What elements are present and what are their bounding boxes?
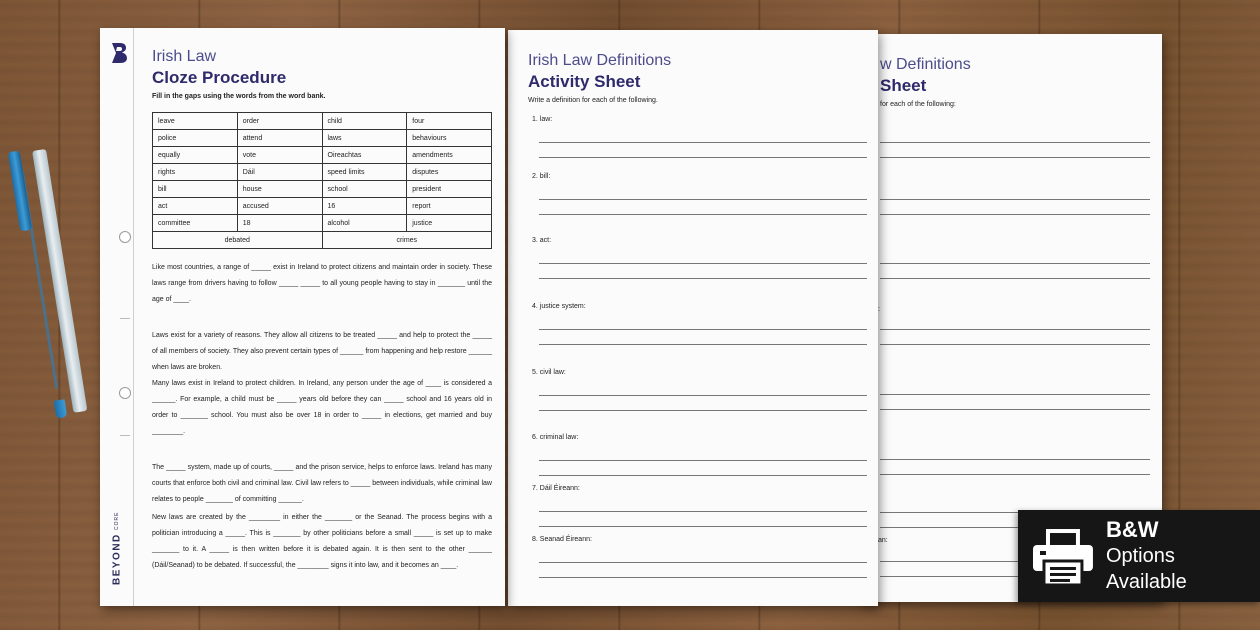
paragraph-separator <box>120 435 130 436</box>
table-row <box>153 181 492 198</box>
word-bank-cell: crimes <box>322 232 492 249</box>
answer-line <box>880 394 1150 395</box>
brand-sub: CORE <box>114 511 120 530</box>
word-bank-cell: bill <box>153 181 238 198</box>
beyond-logo-icon <box>110 42 128 64</box>
sheet3-instruction: for each of the following: <box>880 101 956 108</box>
definition-item <box>532 536 867 578</box>
word-bank-cell: vote <box>237 147 322 164</box>
answer-line <box>539 278 867 279</box>
answer-line <box>880 157 1150 158</box>
word-bank-cell: Oireachtas <box>322 147 407 164</box>
sheet1-sidebar <box>100 28 134 606</box>
sheet2-title-line1: Irish Law Definitions <box>528 52 672 69</box>
answer-line <box>539 526 867 527</box>
answer-line <box>539 142 867 143</box>
word-bank-cell: child <box>322 113 407 130</box>
answer-line <box>539 511 867 512</box>
word-bank-cell: order <box>237 113 322 130</box>
definitions-activity-sheet <box>508 30 878 606</box>
word-bank-cell: report <box>407 198 492 215</box>
definition-label: 2. bill: <box>532 173 551 180</box>
answer-line <box>880 214 1150 215</box>
word-bank-cell: amendments <box>407 147 492 164</box>
table-row <box>153 164 492 181</box>
word-bank-cell: laws <box>322 130 407 147</box>
answer-line <box>539 475 867 476</box>
bw-options-badge <box>1018 510 1260 602</box>
definition-label: 5. civil law: <box>532 369 566 376</box>
sheet3-title-line2: Sheet <box>880 76 927 95</box>
brand-vertical-text <box>106 498 128 598</box>
sheet3-fragment: an: <box>878 537 888 544</box>
answer-line <box>880 278 1150 279</box>
paragraph-separator <box>120 318 130 319</box>
definition-item <box>532 237 867 279</box>
answer-line <box>880 474 1150 475</box>
answer-line <box>880 142 1150 143</box>
answer-line <box>539 344 867 345</box>
definition-item <box>532 485 867 527</box>
punch-hole <box>119 231 131 243</box>
word-bank-cell: rights <box>153 164 238 181</box>
sheet1-title-line2: Cloze Procedure <box>152 68 287 87</box>
cloze-paragraph: New laws are created by the ________ in either the _______ or the Seanad. The process begins with a politician introducing a _____. This is _______ by other politicians before a small _____ is set up to make _______ to it. A _____ is then written before it is debated again. It is then sent to the other ______ (Dáil/Seanad) to be debated. If successful, the ________ signs it into law, and it becomes an ____. <box>152 514 492 569</box>
answer-line <box>880 329 1150 330</box>
answer-line <box>880 459 1150 460</box>
answer-line <box>539 157 867 158</box>
word-bank-cell: behaviours <box>407 130 492 147</box>
badge-text <box>1106 517 1260 595</box>
word-bank-cell: equally <box>153 147 238 164</box>
word-bank-cell: act <box>153 198 238 215</box>
cloze-procedure-sheet <box>100 28 505 606</box>
word-bank-table <box>152 112 492 249</box>
cloze-paragraph: Like most countries, a range of _____ exist in Ireland to protect citizens and maintain order in society. These laws range from drivers having to follow _____ _____ to all young people having to stay in _______ until the age of ____. <box>152 264 492 303</box>
word-bank-cell: justice <box>407 215 492 232</box>
definition-label: 6. criminal law: <box>532 434 579 441</box>
printer-icon <box>1028 521 1098 591</box>
definition-item <box>532 173 867 215</box>
answer-line <box>880 344 1150 345</box>
definition-label: 8. Seanad Éireann: <box>532 536 592 543</box>
cloze-paragraph: Many laws exist in Ireland to protect children. In Ireland, any person under the age of ____ is considered a ______. For example, a child must be _____ years old before they can _____ school and 16 years old in order to _______ school. You must also be over 18 in order to _____ in elections, get married and buy ________. <box>152 380 492 435</box>
table-row <box>153 232 492 249</box>
answer-line <box>880 199 1150 200</box>
cloze-paragraph: The _____ system, made up of courts, _____ and the prison service, helps to enforce laws. Ireland has many courts that enforce both civil and criminal law. Civil law refers to _____ between individuals, while criminal law relates to people _______ of committing ______. <box>152 464 492 503</box>
word-bank-cell: speed limits <box>322 164 407 181</box>
word-bank-cell: house <box>237 181 322 198</box>
sheet1-instruction: Fill in the gaps using the words from the word bank. <box>152 93 326 100</box>
definition-item <box>532 116 867 158</box>
pen-cap <box>8 151 32 232</box>
answer-line <box>539 460 867 461</box>
word-bank-cell: attend <box>237 130 322 147</box>
word-bank-cell: alcohol <box>322 215 407 232</box>
table-row <box>153 198 492 215</box>
table-row <box>153 113 492 130</box>
answer-line <box>539 199 867 200</box>
table-row <box>153 130 492 147</box>
definition-item <box>532 369 867 411</box>
word-bank-cell: president <box>407 181 492 198</box>
definition-label: 7. Dáil Éireann: <box>532 485 580 492</box>
punch-hole <box>119 387 131 399</box>
sheet2-instruction: Write a definition for each of the following. <box>528 97 658 104</box>
sheet1-title-line1: Irish Law <box>152 48 217 65</box>
definition-item <box>532 434 867 476</box>
answer-line <box>880 409 1150 410</box>
answer-line <box>539 577 867 578</box>
answer-line <box>539 562 867 563</box>
definition-label: 1. law: <box>532 116 553 123</box>
brand-name: BEYOND <box>111 532 123 585</box>
word-bank-cell: four <box>407 113 492 130</box>
word-bank-cell: leave <box>153 113 238 130</box>
word-bank-cell: disputes <box>407 164 492 181</box>
word-bank-cell: Dáil <box>237 164 322 181</box>
answer-line <box>539 329 867 330</box>
cloze-paragraph: Laws exist for a variety of reasons. They allow all citizens to be treated _____ and help to protect the _____ of all members of society. They also prevent certain types of ______ from happening and help restore ______ when laws are broken. <box>152 332 492 371</box>
answer-line <box>539 263 867 264</box>
table-row <box>153 215 492 232</box>
pen-tip <box>54 399 68 418</box>
word-bank-cell: school <box>322 181 407 198</box>
badge-subtitle: Options Available <box>1105 545 1187 593</box>
definition-label: 4. justice system: <box>532 303 586 310</box>
answer-line <box>539 410 867 411</box>
word-bank-cell: committee <box>153 215 238 232</box>
sheet2-title-line2: Activity Sheet <box>528 72 641 91</box>
word-bank-cell: police <box>153 130 238 147</box>
answer-line <box>880 263 1150 264</box>
definition-item <box>532 303 867 345</box>
sheet3-title-line1: w Definitions <box>880 56 971 73</box>
table-row <box>153 147 492 164</box>
sheet3-fragment: : <box>878 306 880 313</box>
word-bank-cell: debated <box>153 232 323 249</box>
badge-title: B&W <box>1105 517 1159 542</box>
definition-label: 3. act: <box>532 237 552 244</box>
word-bank-cell: 18 <box>237 215 322 232</box>
answer-line <box>539 395 867 396</box>
word-bank-cell: 16 <box>322 198 407 215</box>
answer-line <box>539 214 867 215</box>
word-bank-cell: accused <box>237 198 322 215</box>
